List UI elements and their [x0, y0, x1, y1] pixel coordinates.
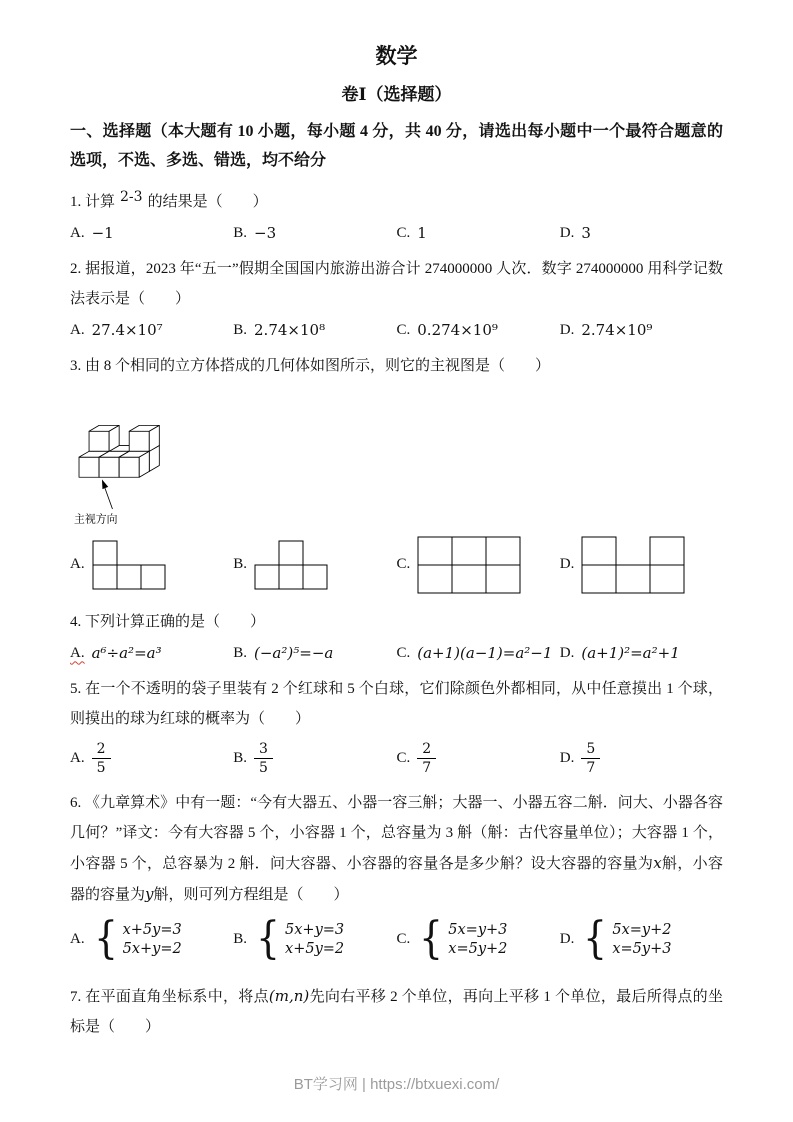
option-label: A.: [70, 555, 85, 572]
question-4: [70, 607, 723, 662]
q7-inline-math: (m,n): [268, 987, 310, 1006]
option-label: D.: [559, 644, 575, 661]
question-7: [70, 981, 723, 1042]
q6-option-b: [233, 913, 396, 965]
equation-1: 5x=y+2: [612, 921, 672, 938]
option-value: 27.4×10⁷: [91, 321, 163, 339]
option-value: 3: [581, 224, 591, 242]
q5-option-b: [233, 741, 396, 776]
q3-option-d: [560, 533, 723, 595]
option-label: C.: [396, 224, 411, 241]
equation-system: [92, 913, 182, 965]
front-view-option-c: [417, 535, 523, 595]
brace-symbol: {: [93, 913, 118, 965]
page-title: 数学: [375, 44, 418, 68]
q2-option-c: [397, 321, 560, 339]
watermark-footer: BT学习网 | https://btxuexi.com/: [293, 1076, 500, 1093]
question-2-stem: 2. 据报道，2023 年“五一”假期全国国内旅游出游合计 274000000 人次．数字 274000000 用科学记数法表示是（ ）: [70, 261, 723, 307]
option-value: (a+1)(a−1)=a²−1: [417, 644, 553, 662]
q2-option-a: [70, 321, 233, 339]
fraction-denominator: 7: [422, 760, 432, 777]
option-label: C.: [396, 644, 411, 661]
option-value: (−a²)⁵=−a: [254, 644, 334, 662]
question-1-stem: [70, 187, 723, 217]
question-3: [70, 351, 723, 595]
option-label: D.: [559, 930, 575, 947]
option-label: C.: [396, 930, 411, 947]
q1-text-after: 的结果是（ ）: [147, 194, 268, 210]
option-label: B.: [233, 750, 248, 767]
fraction-denominator: 5: [96, 760, 106, 777]
question-1: [70, 187, 723, 242]
equation-1: 5x+y=3: [285, 921, 345, 938]
question-6: [70, 788, 723, 965]
brace-symbol: {: [419, 913, 444, 965]
cube-solid: [79, 425, 159, 477]
option-label: A.: [70, 750, 85, 767]
option-value: −3: [254, 224, 277, 242]
option-label: B.: [233, 555, 248, 572]
q1-text-before: 1. 计算: [70, 194, 116, 210]
q1-option-c: [397, 224, 560, 242]
brace-symbol: {: [583, 913, 608, 965]
q3-option-c: [397, 533, 560, 595]
question-4-stem: 4. 下列计算正确的是（ ）: [70, 614, 266, 630]
q6-var-x: x: [653, 854, 662, 873]
q1-inline-math: 2-3: [120, 189, 143, 205]
q6-text-2: 斛，小容器的容量为: [70, 856, 723, 904]
q7-text-before: 7. 在平面直角坐标系中，将点: [70, 989, 269, 1006]
fraction: [417, 741, 436, 776]
question-3-figure: [74, 385, 723, 526]
q2-option-b: [233, 321, 396, 339]
option-label: A.: [70, 321, 85, 338]
option-label: D.: [559, 750, 575, 767]
equation-system: [581, 913, 672, 965]
question-3-options: [70, 533, 723, 595]
section-instructions: 一、选择题（本大题有 10 小题，每小题 4 分，共 40 分，请选出每小题中一个最符合题意的选项，不选、多选、错选，均不给分: [70, 123, 723, 169]
q1-option-d: [560, 224, 723, 242]
fraction-numerator: 2: [417, 741, 436, 759]
q4-option-a: [70, 644, 233, 662]
q6-text-1: 6. 《九章算术》中有一题：“今有大器五、小器一容三斛；大器一、小器五容二斛．问大、小器各容几何？”译文：今有大容器 5 个，小容器 1 个，总容量为 3 斛（斛：古代容量单位）；大容器 1 个，小容器 5 个，总容暴为 2 斛．问大容器、小容器的容量各是多少斛？设大容器的容量为: [70, 795, 723, 873]
cube-figure: [74, 385, 166, 526]
equation-2: x=5y+3: [612, 940, 672, 957]
question-5-stem: 5. 在一个不透明的袋子里装有 2 个红球和 5 个白球，它们除颜色外都相同，从中任意摸出 1 个球，则摸出的球为红球的概率为（ ）: [70, 681, 723, 727]
question-2: [70, 254, 723, 339]
q6-option-c: [396, 913, 560, 965]
question-2-options: [70, 321, 723, 339]
question-3-stem: 3. 由 8 个相同的立方体搭成的几何体如图所示，则它的主视图是（ ）: [70, 358, 551, 374]
q4-option-d: [560, 644, 723, 662]
section-title: 卷Ⅰ（选择题）: [341, 85, 452, 104]
question-6-stem: [70, 788, 723, 910]
q2-option-d: [560, 321, 723, 339]
option-label: B.: [233, 644, 248, 661]
question-6-options: [70, 913, 723, 965]
equation-1: x+5y=3: [122, 921, 182, 938]
option-value: a⁶÷a²=a³: [91, 644, 162, 662]
figure-label: 主视方向: [74, 513, 118, 526]
question-4-options: [70, 644, 723, 662]
fraction-numerator: 2: [92, 741, 111, 759]
option-label: B.: [233, 224, 248, 241]
front-view-option-d: [581, 535, 687, 595]
q7-text-after: 先向右平移 2 个单位，再向上平移 1 个单位，最后所得点的坐标是（ ）: [70, 989, 723, 1036]
q5-option-d: [560, 741, 723, 776]
option-label: D.: [559, 321, 575, 338]
view-direction-arrow: [102, 481, 112, 509]
question-5-options: [70, 741, 723, 776]
fraction-numerator: 5: [581, 741, 600, 759]
q3-option-b: [233, 537, 396, 591]
equation-system: [417, 913, 508, 965]
option-label: C.: [396, 321, 411, 338]
fraction: [254, 741, 273, 776]
q5-option-c: [397, 741, 560, 776]
q6-var-y: y: [145, 885, 154, 904]
q1-option-b: [233, 224, 396, 242]
option-label: C.: [396, 555, 411, 572]
equation-system: [254, 913, 345, 965]
option-label: B.: [233, 321, 248, 338]
brace-symbol: {: [256, 913, 280, 965]
option-value: (a+1)²=a²+1: [581, 644, 680, 662]
option-label: D.: [559, 224, 575, 241]
option-label: C.: [396, 750, 411, 767]
equation-1: 5x=y+3: [448, 921, 508, 938]
equation-2: 5x+y=2: [122, 940, 182, 957]
option-label: A.: [70, 224, 85, 241]
option-value: −1: [91, 224, 114, 242]
question-1-options: [70, 224, 723, 242]
q3-option-a: [70, 537, 233, 591]
option-label: D.: [559, 555, 575, 572]
question-7-stem: [70, 981, 723, 1042]
q5-option-a: [70, 741, 233, 776]
question-5: [70, 674, 723, 776]
option-value: 0.274×10⁹: [417, 321, 498, 339]
equation-2: x+5y=2: [285, 940, 345, 957]
fraction: [581, 741, 600, 776]
option-value: 2.74×10⁸: [254, 321, 326, 339]
fraction: [92, 741, 111, 776]
option-label: B.: [233, 930, 248, 947]
fraction-numerator: 3: [254, 741, 273, 759]
option-label: A.: [70, 930, 85, 947]
q4-option-c: [397, 644, 560, 662]
option-value: 2.74×10⁹: [581, 321, 653, 339]
fraction-denominator: 7: [586, 760, 596, 777]
q4-option-b: [233, 644, 396, 662]
q6-option-a: [70, 913, 233, 965]
option-value: 1: [417, 224, 427, 242]
q6-text-3: 斛，则可列方程组是（ ）: [153, 887, 349, 904]
equation-2: x=5y+2: [448, 940, 508, 957]
q1-option-a: [70, 224, 233, 242]
option-label: A.: [70, 644, 85, 661]
q6-option-d: [559, 913, 723, 965]
fraction-denominator: 5: [259, 760, 268, 777]
front-view-option-b: [254, 539, 330, 591]
front-view-option-a: [92, 539, 168, 591]
